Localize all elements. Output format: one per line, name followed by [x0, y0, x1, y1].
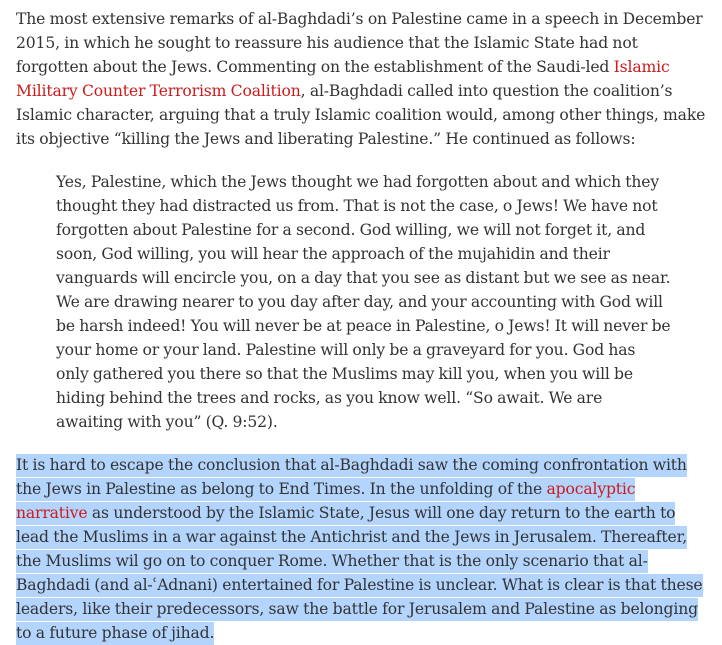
link-apocalyptic-narrative[interactable]: apocalyptic narrative: [16, 480, 636, 522]
paragraph-intro: [16, 7, 706, 151]
blockquote-baghdadi-speech: [56, 170, 672, 434]
link-islamic-military-coalition[interactable]: Islamic Military Counter Terrorism Coalition: [16, 58, 670, 100]
paragraph-conclusion-text-1: It is hard to escape the conclusion that al-Baghdadi saw the coming confrontation with the Jews in Palestine as belong to End Times. In the unfolding of the: [16, 456, 687, 498]
paragraph-conclusion-text-2: as understood by the Islamic State, Jesus will one day return to the earth to lead the Muslims in a war against the Antichrist and the Jews in Jerusalem. Thereafter, the Muslims wil go on to conquer Rome. Whether that is the only scenario that al-Baghdadi (and al-ʿAdnani) entertained for Palestine is unclear. What is clear is that these leaders, like their predecessors, saw the battle for Jerusalem and Palestine as belonging to a future phase of jihad.: [16, 504, 703, 642]
paragraph-intro-text-2: , al-Baghdadi called into question the coalition’s Islamic character, arguing that a truly Islamic coalition would, among other things, make its objective “killing the Jews and liberating Palestine.” He continued as follows:: [16, 82, 706, 148]
selected-text[interactable]: [16, 454, 703, 645]
article-body: [16, 7, 706, 645]
paragraph-intro-text-1: The most extensive remarks of al-Baghdadi’s on Palestine came in a speech in December 2015, in which he sought to reassure his audience that the Islamic State had not forgotten about the Jews. Commenting on the establishment of the Saudi-led: [16, 10, 703, 76]
paragraph-conclusion: [16, 453, 706, 645]
blockquote-text: Yes, Palestine, which the Jews thought we had forgotten about and which they thought they had distracted us from. That is not the case, o Jews! We have not forgotten about Palestine for a second. God willing, we will not forget it, and soon, God willing, you will hear the approach of the mujahidin and their vanguards will encircle you, on a day that you see as distant but we see as near. We are drawing nearer to you day after day, and your accounting with God will be harsh indeed! You will never be at peace in Palestine, o Jews! It will never be your home or your land. Palestine will only be a graveyard for you. God has only gathered you there so that the Muslims may kill you, when you will be hiding behind the trees and rocks, as you know well. “So await. We are awaiting with you” (Q. 9:52).: [56, 173, 671, 431]
